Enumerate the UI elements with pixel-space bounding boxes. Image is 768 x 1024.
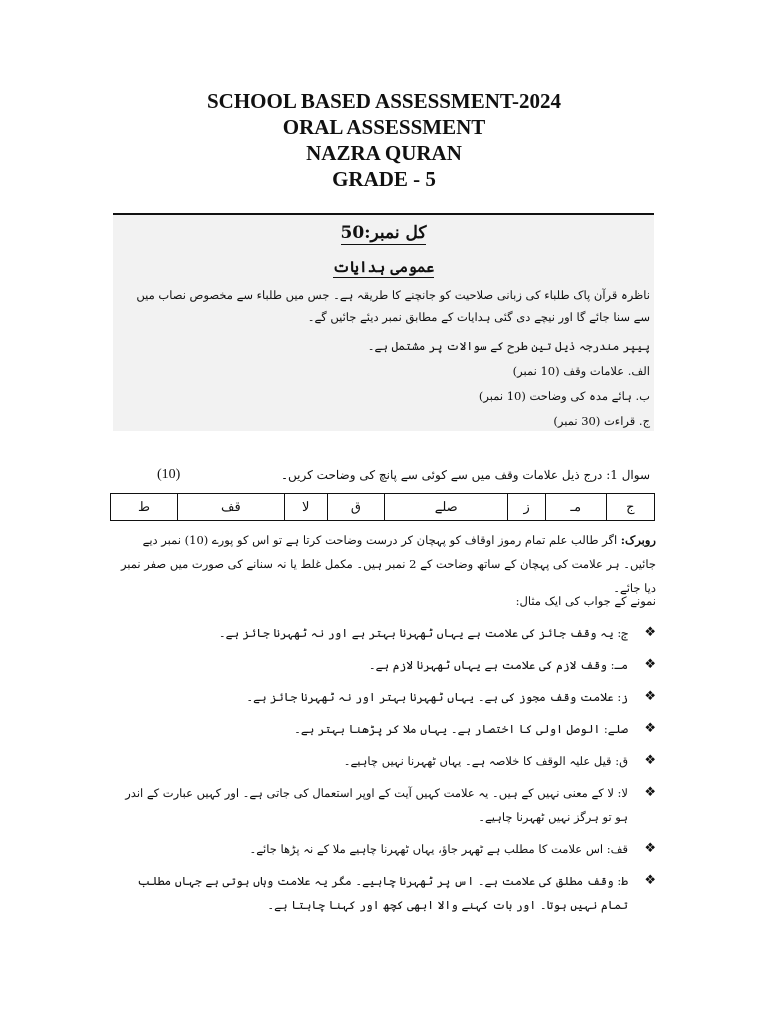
symbol-cell: ج bbox=[606, 494, 654, 521]
symbol-cell: ز bbox=[508, 494, 545, 521]
instructions-item-b: ب. ہائے مدہ کی وضاحت (10 نمبر) bbox=[478, 389, 650, 403]
list-item: ❖ ق: قیل علیہ الوقف کا خلاصہ ہے۔ یہاں ٹھہرنا نہیں چاہیے۔ bbox=[111, 749, 656, 773]
diamond-bullet-icon: ❖ bbox=[644, 841, 656, 856]
title-line-3: NAZRA QURAN bbox=[306, 141, 462, 165]
diamond-bullet-icon: ❖ bbox=[644, 625, 656, 640]
symbol-cell: ق bbox=[327, 494, 384, 521]
rubric bbox=[111, 528, 656, 600]
symbol-cell: صلے bbox=[385, 494, 508, 521]
list-item: ❖ مـ: وقف لازم کی علامت ہے یہاں ٹھہرنا لازم ہے۔ bbox=[111, 653, 656, 677]
diamond-bullet-icon: ❖ bbox=[644, 721, 656, 736]
rubric-text: اگر طالب علم تمام رموز اوقاف کو پہچان کر درست وضاحت کرتا ہے تو اس کو پورے (10) نمبر دیے جائیں۔ ہر علامت کی پہچان کے ساتھ وضاحت کے 2 نمبر ہیں۔ مکمل غلط یا نہ سنانے کی صورت میں صفر نمبر دیا جائے۔ bbox=[120, 533, 656, 595]
general-instructions-heading: عمومی ہدایات bbox=[332, 258, 435, 276]
list-item: ❖ لا: لا کے معنی نہیں کے ہیں۔ یہ علامت کہیں آیت کے اوپر استعمال کی جاتی ہے۔ اور کہیں عبارت کے اندر ہو تو ہرگز نہیں ٹھہرنا چاہیے۔ bbox=[111, 781, 656, 829]
list-item: ❖ ج: یہ وقف جائز کی علامت ہے یہاں ٹھہرنا بہتر ہے اور نہ ٹھہرنا جائز ہے۔ bbox=[111, 621, 656, 645]
symbols-table bbox=[110, 493, 655, 521]
symbol-cell: ط bbox=[111, 494, 178, 521]
sample-answer-heading: نمونے کے جواب کی ایک مثال: bbox=[515, 594, 656, 608]
total-marks: کل نمبر:50 bbox=[340, 223, 427, 243]
rubric-label: روبرک: bbox=[620, 533, 656, 547]
instructions-structure: پیپر مندرجہ ذیل تین طرح کے سوالات پر مشتمل ہے۔ bbox=[367, 339, 650, 353]
document-title bbox=[0, 88, 768, 192]
question-1-marks: (10) bbox=[157, 467, 181, 482]
diamond-bullet-icon: ❖ bbox=[644, 785, 656, 800]
title-line-4: GRADE - 5 bbox=[332, 167, 436, 191]
diamond-bullet-icon: ❖ bbox=[644, 689, 656, 704]
instructions-item-a: الف. علامات وقف (10 نمبر) bbox=[512, 364, 650, 378]
question-1-text: سوال 1: درج ذیل علامات وقف میں سے کوئی سے پانچ کی وضاحت کریں۔ bbox=[281, 468, 650, 482]
instructions-paragraph: ناظرہ قرآن پاک طلباء کی زبانی صلاحیت کو جانچنے کا طریقہ ہے۔ جس میں طلباء سے مخصوص نصاب میں سے سنا جائے گا اور نیچے دی گئی ہدایات کے مطابق نمبر دیئے جائیں گے۔ bbox=[136, 288, 650, 324]
symbol-cell: لا bbox=[284, 494, 327, 521]
instructions-item-c: ج. قراءت (30 نمبر) bbox=[553, 414, 650, 428]
symbol-cell: مـ bbox=[545, 494, 606, 521]
list-item: ❖ ز: علامت وقف مجوز کی ہے۔ یہاں ٹھہرنا بہتر اور نہ ٹھہرنا جائز ہے۔ bbox=[111, 685, 656, 709]
sample-answer-list bbox=[111, 621, 656, 925]
diamond-bullet-icon: ❖ bbox=[644, 657, 656, 672]
diamond-bullet-icon: ❖ bbox=[644, 753, 656, 768]
list-item: ❖ صلے: الوصل اولی کا اختصار ہے۔ یہاں ملا کر پڑھنا بہتر ہے۔ bbox=[111, 717, 656, 741]
symbol-cell: قف bbox=[178, 494, 284, 521]
title-line-1: SCHOOL BASED ASSESSMENT-2024 bbox=[206, 89, 562, 113]
title-line-2: ORAL ASSESSMENT bbox=[282, 115, 486, 139]
diamond-bullet-icon: ❖ bbox=[644, 873, 656, 888]
list-item: ❖ قف: اس علامت کا مطلب ہے ٹھہر جاؤ، یہاں ٹھہرنا چاہیے ملا کے نہ پڑھا جائے۔ bbox=[111, 837, 656, 861]
list-item: ❖ ط: وقف مطلق کی علامت ہے۔ اس پر ٹھہرنا چاہیے۔ مگر یہ علامت وہاں ہوتی ہے جہاں مطلب تمام نہیں ہوتا۔ اور بات کہنے والا ابھی کچھ اور کہنا چاہتا ہے۔ bbox=[111, 869, 656, 917]
